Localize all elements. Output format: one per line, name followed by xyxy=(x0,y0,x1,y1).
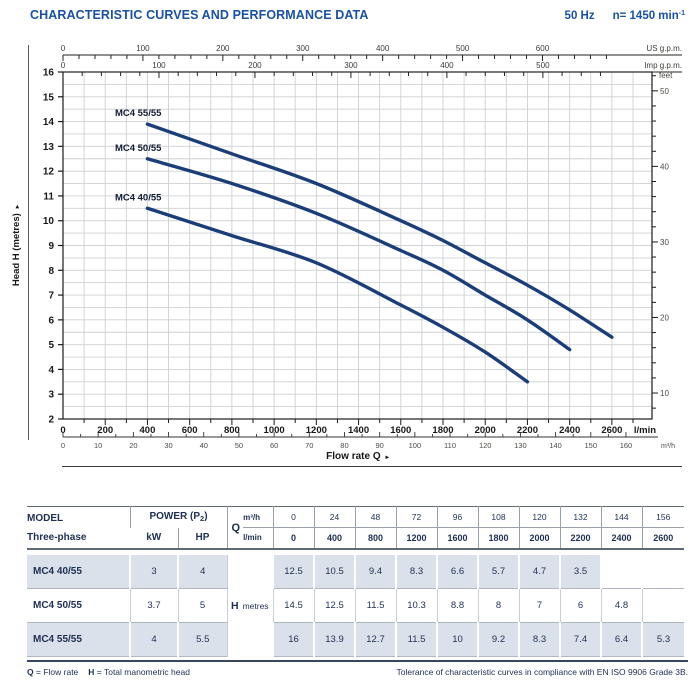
svg-text:40: 40 xyxy=(199,441,208,450)
model-header: MODEL xyxy=(27,512,64,524)
svg-text:Imp g.p.m.: Imp g.p.m. xyxy=(644,61,682,70)
h-value-cell: 4.8 xyxy=(601,589,642,623)
svg-text:16: 16 xyxy=(42,67,54,79)
q-m3h-header-cell: 96 xyxy=(437,507,478,528)
q-lmin-header-cell: 2600 xyxy=(642,528,684,550)
h-value-cell: 6.4 xyxy=(601,623,642,657)
h-value-cell: 8.3 xyxy=(396,555,437,589)
h-value-cell: 5.3 xyxy=(642,623,684,657)
q-lmin-header-cell: 2200 xyxy=(560,528,601,550)
pump-curves-chart xyxy=(0,38,695,478)
svg-text:300: 300 xyxy=(344,61,358,70)
svg-text:1400: 1400 xyxy=(347,425,370,436)
svg-text:7: 7 xyxy=(48,290,54,302)
svg-text:50: 50 xyxy=(234,441,244,450)
x-axis-lmin xyxy=(60,419,656,436)
svg-text:15: 15 xyxy=(42,92,54,104)
q-m3h-header-cell: 156 xyxy=(642,507,684,528)
hp-cell: 5.5 xyxy=(178,623,227,657)
hp-cell: 5 xyxy=(178,589,227,623)
svg-text:500: 500 xyxy=(455,44,470,53)
phase-header: Three-phase xyxy=(27,531,87,543)
y-axis-metres xyxy=(43,68,63,426)
svg-text:90: 90 xyxy=(375,441,384,450)
svg-text:l/min: l/min xyxy=(633,425,657,436)
svg-text:60: 60 xyxy=(269,441,279,450)
h-value-cell xyxy=(642,555,684,589)
y-axis-feet xyxy=(652,71,673,408)
svg-text:2200: 2200 xyxy=(516,425,539,436)
model-cell: MC4 50/55 xyxy=(27,589,130,623)
svg-text:m³/h: m³/h xyxy=(661,443,675,450)
svg-text:4: 4 xyxy=(48,364,54,376)
q-m3h-header-cell: 144 xyxy=(601,507,642,528)
svg-text:80: 80 xyxy=(340,441,349,450)
q-lmin-header-cell: 2000 xyxy=(519,528,560,550)
h-value-cell: 11.5 xyxy=(355,589,396,623)
svg-text:150: 150 xyxy=(584,441,598,450)
q-m3h-header-cell: 0 xyxy=(273,507,314,528)
svg-text:130: 130 xyxy=(514,441,527,450)
svg-text:1800: 1800 xyxy=(432,425,454,436)
svg-text:5: 5 xyxy=(48,340,54,352)
kw-cell: 3 xyxy=(130,555,178,589)
svg-text:6: 6 xyxy=(48,315,54,327)
svg-text:200: 200 xyxy=(248,61,262,70)
svg-text:8: 8 xyxy=(48,265,54,277)
h-value-cell: 12.5 xyxy=(314,589,355,623)
svg-text:100: 100 xyxy=(136,44,150,53)
operating-conditions xyxy=(565,10,685,22)
h-value-cell: 12.7 xyxy=(355,623,396,657)
h-value-cell xyxy=(601,555,642,589)
svg-text:2: 2 xyxy=(48,414,54,426)
h-value-cell: 8.8 xyxy=(437,589,478,623)
q-lmin-header-cell: 800 xyxy=(355,528,396,550)
svg-text:11: 11 xyxy=(43,191,54,203)
h-value-cell: 16 xyxy=(273,623,314,657)
h-value-cell: 11.5 xyxy=(396,623,437,657)
h-value-cell: 7.4 xyxy=(560,623,601,657)
q-lmin-header-cell: 1800 xyxy=(478,528,519,550)
h-value-cell: 6.6 xyxy=(437,555,478,589)
svg-text:20: 20 xyxy=(660,313,669,323)
q-lmin-header-cell: 2400 xyxy=(601,528,642,550)
q-m3h-header-cell: 72 xyxy=(396,507,437,528)
svg-text:2000: 2000 xyxy=(474,425,496,436)
svg-text:100: 100 xyxy=(408,441,422,450)
svg-text:30: 30 xyxy=(660,237,669,247)
table-row-mc4-50-55 xyxy=(27,589,684,623)
svg-text:2400: 2400 xyxy=(559,425,581,436)
frequency-label: 50 Hz xyxy=(564,10,595,22)
curve-label-mc4-40-55: MC4 40/55 xyxy=(114,192,162,204)
svg-text:10: 10 xyxy=(94,441,103,450)
h-value-cell: 5.7 xyxy=(478,555,519,589)
table-bottom-rule xyxy=(27,660,688,662)
model-cell: MC4 55/55 xyxy=(27,623,130,657)
svg-text:600: 600 xyxy=(181,425,198,436)
page-header xyxy=(30,8,685,30)
svg-text:70: 70 xyxy=(305,441,314,450)
svg-text:12: 12 xyxy=(42,166,54,178)
q-lmin-header-cell: 1200 xyxy=(396,528,437,550)
h-value-cell: 10.5 xyxy=(314,555,355,589)
q-m3h-header-cell: 108 xyxy=(478,507,519,528)
q-lmin-header-cell: 400 xyxy=(314,528,355,550)
q-lmin-header-cell: 1600 xyxy=(437,528,478,550)
h-value-cell: 6 xyxy=(560,589,601,623)
svg-text:feet: feet xyxy=(659,71,673,80)
speed-exponent: -1 xyxy=(678,10,685,17)
power-header-cell: POWER $(P_2)$ xyxy=(130,507,227,528)
y-axis-title xyxy=(11,204,22,286)
x-axis-title: Flow rate Q ▸ xyxy=(326,451,389,462)
legend-note: Q = Flow rate H = Total manometric head xyxy=(27,667,190,677)
svg-text:1200: 1200 xyxy=(305,425,327,436)
svg-text:1000: 1000 xyxy=(263,425,285,436)
svg-text:2600: 2600 xyxy=(601,425,623,436)
svg-text:40: 40 xyxy=(660,162,669,172)
svg-text:300: 300 xyxy=(296,44,310,53)
flow-header-cell xyxy=(227,507,273,550)
table-footnotes xyxy=(27,667,688,677)
svg-text:100: 100 xyxy=(152,61,166,70)
q-m3h-header-cell: 120 xyxy=(519,507,560,528)
svg-text:Head H (metres)▸: Head H (metres)▸ xyxy=(11,204,22,287)
h-value-cell: 10.3 xyxy=(396,589,437,623)
page-title: CHARACTERISTIC CURVES AND PERFORMANCE DATA xyxy=(30,8,369,22)
svg-text:400: 400 xyxy=(139,425,156,436)
svg-text:140: 140 xyxy=(549,441,562,450)
h-value-cell: 3.5 xyxy=(560,555,601,589)
svg-text:110: 110 xyxy=(444,441,457,450)
performance-table xyxy=(27,506,684,657)
performance-table-section xyxy=(27,506,688,677)
kw-header-cell: kW xyxy=(130,528,178,550)
tolerance-note: Tolerance of characteristic curves in compliance with EN ISO 9906 Grade 3B. xyxy=(396,667,688,677)
head-unit-cell: H metres xyxy=(227,555,273,657)
h-value-cell: 9.4 xyxy=(355,555,396,589)
h-value-cell: 12.5 xyxy=(273,555,314,589)
h-value-cell: 8 xyxy=(478,589,519,623)
q-lmin-header-cell: 0 xyxy=(273,528,314,550)
x-axis-us-gpm xyxy=(61,44,682,61)
svg-text:0: 0 xyxy=(60,441,66,450)
svg-text:200: 200 xyxy=(97,425,114,436)
svg-text:US g.p.m.: US g.p.m. xyxy=(646,44,682,53)
h-value-cell: 8.3 xyxy=(519,623,560,657)
lmin-unit-label: l/min xyxy=(243,533,262,542)
svg-text:0: 0 xyxy=(60,61,66,70)
svg-text:160: 160 xyxy=(619,441,633,450)
svg-text:9: 9 xyxy=(48,241,54,252)
characteristic-curves-svg xyxy=(0,38,695,478)
hp-cell: 4 xyxy=(178,555,227,589)
table-row-mc4-40-55 xyxy=(27,555,684,589)
kw-cell: 3.7 xyxy=(130,589,178,623)
svg-text:1600: 1600 xyxy=(390,425,412,436)
svg-text:10: 10 xyxy=(660,389,669,399)
curve-label-mc4-50-55: MC4 50/55 xyxy=(114,142,162,154)
model-header-cell xyxy=(27,507,130,550)
model-cell: MC4 40/55 xyxy=(27,555,130,589)
hp-header-cell: HP xyxy=(178,528,227,550)
speed-label: n= 1450 min xyxy=(612,10,679,22)
svg-text:0: 0 xyxy=(60,425,66,436)
q-symbol: Q xyxy=(231,521,241,534)
svg-text:3: 3 xyxy=(48,389,54,401)
svg-text:200: 200 xyxy=(216,44,230,53)
curve-label-mc4-55-55: MC4 55/55 xyxy=(114,108,162,120)
x-axis-imp-gpm xyxy=(61,61,682,78)
svg-text:400: 400 xyxy=(440,61,454,70)
svg-text:600: 600 xyxy=(535,44,550,53)
kw-cell: 4 xyxy=(130,623,178,657)
q-m3h-header-cell: 24 xyxy=(314,507,355,528)
svg-text:120: 120 xyxy=(478,441,492,450)
m3h-unit-label: m³/h xyxy=(243,508,272,528)
h-value-cell: 14.5 xyxy=(273,589,314,623)
svg-text:30: 30 xyxy=(164,441,173,450)
q-m3h-header-cell: 48 xyxy=(355,507,396,528)
svg-text:50: 50 xyxy=(660,86,669,96)
h-value-cell: 10 xyxy=(437,623,478,657)
table-row-mc4-55-55 xyxy=(27,623,684,657)
h-value-cell: 9.2 xyxy=(478,623,519,657)
svg-text:400: 400 xyxy=(375,44,390,53)
svg-text:500: 500 xyxy=(536,61,550,70)
q-m3h-header-cell: 132 xyxy=(560,507,601,528)
svg-text:13: 13 xyxy=(42,141,54,153)
h-value-cell: 13.9 xyxy=(314,623,355,657)
h-value-cell xyxy=(642,589,684,623)
h-value-cell: 7 xyxy=(519,589,560,623)
svg-text:0: 0 xyxy=(60,44,66,53)
svg-text:20: 20 xyxy=(129,441,138,450)
svg-text:800: 800 xyxy=(223,425,240,436)
svg-text:10: 10 xyxy=(42,216,54,228)
h-value-cell: 4.7 xyxy=(519,555,560,589)
svg-text:14: 14 xyxy=(42,117,54,129)
